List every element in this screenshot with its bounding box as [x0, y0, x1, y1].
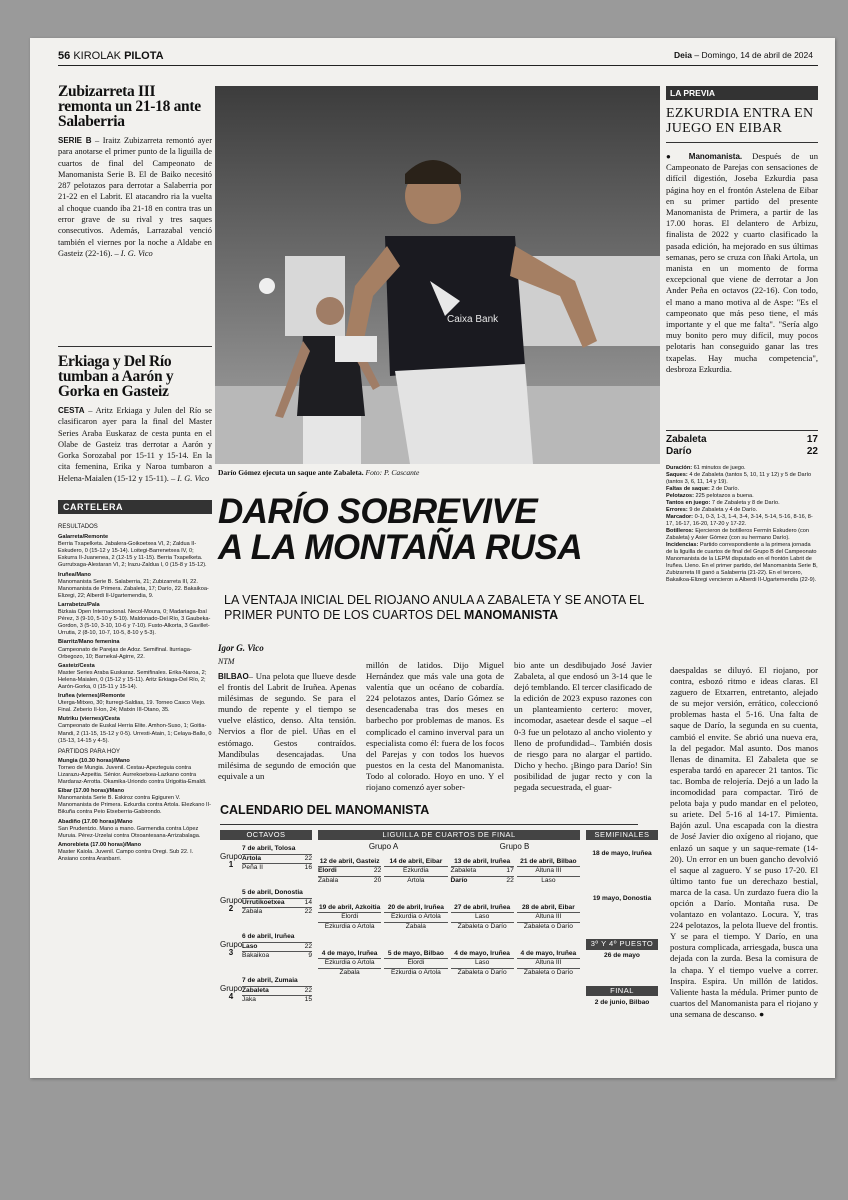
liguilla-match — [384, 858, 447, 898]
group-word: Grupo — [220, 940, 243, 950]
cartelera-item-text: Campeonato de Parejas de Adoz. Semifinal. Iturriaga-Orbegozo, 10; Barnekal-Agirre, 22. — [58, 646, 192, 660]
liguilla-rounds — [318, 858, 580, 990]
match-row — [318, 876, 381, 885]
semis-col — [586, 830, 658, 1008]
jersey-sponsor: Caixa Bank — [447, 314, 499, 325]
player-name: Ezkurdia o Artola — [390, 968, 441, 976]
brief-body — [58, 135, 212, 259]
cartelera-item-text: San Prudentzio. Mano a mano. Garmendia contra López Muruia. Pérez-Urzelai contra Otxoantesana-Arrizabalaga. — [58, 825, 201, 839]
player-score: 15 — [304, 996, 312, 1004]
stat-line — [666, 465, 818, 472]
preview-title: EZKURDIA ENTRA EN JUEGO EN EIBAR — [666, 106, 814, 136]
cartelera-item-text: Manomanista Serie B. Salaberria, 21; Zubizarreta III, 22. Manomanista de Primera. Zabaleta, 17; Darío, 22. Bakaikoa-Elizegi, 22; Alberdi II-Ugartemendia, 9. — [58, 578, 209, 599]
octavos-group — [220, 845, 312, 884]
round-row — [318, 950, 580, 990]
player-name: Zabala — [242, 908, 263, 916]
preview-tag: LA PREVIA — [666, 86, 818, 100]
cartelera-item — [58, 572, 212, 600]
author-org: NTM — [218, 657, 235, 666]
cartelera-item — [58, 663, 212, 691]
player-name: Ezkurdia o Artola — [324, 959, 375, 967]
stat-value: 61 minutos de juego. — [693, 465, 746, 471]
liguilla-match — [318, 950, 381, 990]
liguilla-match — [318, 858, 381, 898]
match-date: 13 de abril, Iruñea — [454, 857, 511, 865]
cartelera-item-text: Bizkaia Open Internacional. Necol-Moura, 0; Madariaga-Ibaí Pérez, 3 (9-10, 5-10 y 5-10). Maldonado-Del Río, 3 Gaubeka-Gordon, 3 (5-10, 3-10, 10-6 y 7-10). Fusto-Alkorta, 3 Gavillet-Urrutia, 2 (8-10, 10-7, 10-5, 8-10 y 5-3). — [58, 609, 211, 637]
player-name: Altuna III — [535, 913, 562, 921]
article-col-2: millón de latidos. Dijo Miguel Hernández que más vale una gota de valentía que un océano de cobardía. 224 pelotazos antes, Darío Gómez se desencadenaba tras dos meses en barbecho por problemas de manos. Es complicado el camino inverval para un especialista como él: fuera de los focos del Parejas y con todos los huevos puestos en la cesta del Manomanista. Todo al colorado. Hoyo en uno. Y el riojano comenzó ayer sober- — [366, 660, 504, 793]
match-row — [517, 876, 580, 885]
liguilla-match — [384, 950, 447, 990]
stat-line — [666, 493, 818, 500]
round-row — [318, 904, 580, 944]
match-row — [242, 907, 312, 916]
cartelera-item — [58, 788, 212, 816]
stat-line — [666, 507, 818, 514]
match-row — [318, 866, 381, 875]
stat-line — [666, 528, 818, 542]
cartelera-item-heading: Eibar (17.00 horas)/Mano — [58, 788, 125, 795]
stat-key: Saques: — [666, 472, 688, 478]
player-name: Zabala — [405, 922, 426, 930]
brief-kicker: SERIE B — [58, 136, 92, 145]
stat-key: Incidencias: — [666, 542, 699, 548]
octavos-bar: OCTAVOS — [220, 830, 312, 840]
photo-illustration — [215, 86, 660, 464]
page-number: 56 — [58, 50, 71, 62]
match-date: 4 de mayo, Iruñea — [454, 949, 510, 957]
match-row — [242, 995, 312, 1004]
player-name: Zabaleta o Darío — [457, 968, 507, 976]
player-points: 17 — [806, 434, 818, 445]
liguilla-match — [517, 904, 580, 944]
group-word: Grupo — [220, 896, 243, 906]
cartelera-item — [58, 758, 212, 786]
stat-key: Duración: — [666, 465, 693, 471]
cartelera-item-heading: Mungia (10.30 horas)/Mano — [58, 757, 130, 764]
stat-value: 0-1, 0-3, 1-3, 1-4, 3-4, 3-14, 5-14, 5-16, 8-16, 8-17, 16-17, 16-20, 17-20 y 17-22. — [666, 514, 813, 527]
cartelera-item-heading: Larrabetzu/Pala — [58, 601, 100, 608]
group-number: 4 — [228, 992, 234, 1002]
cartelera-item — [58, 716, 212, 744]
liguilla-match — [384, 904, 447, 944]
player-name: Elordi — [407, 959, 425, 967]
brief-text: – Aritz Erkiaga y Julen del Río se clasificaron ayer para la final del Master Series Araba Euskaraz de cesta punta en el Olabe de Gasteiz tras derrotar a Aarón y Gorka Sorozabal por 15-11 y 15-14. En la cita femenina, Erika y Naroa tumbaron a Helena-Maialen (15-12 y 15-11). — [58, 406, 212, 483]
player-name: Zabaleta — [666, 434, 707, 445]
group-b-label: Grupo B — [499, 842, 530, 852]
cartelera-item-text: Uterga-Mitxeo, 30; Iturregi-Saldias, 19. Torneo Casco Viejo. Final. Zeberio II-Ion, 24; Matxin III-Otano, 35. — [58, 700, 206, 714]
header-rule — [58, 65, 818, 66]
player-name: Darío — [666, 446, 692, 457]
newspaper-page — [30, 38, 835, 1078]
cartelera-item-heading: Iruñea/Mano — [58, 571, 91, 578]
match-row — [384, 876, 447, 885]
final-bar: FINAL — [586, 986, 658, 996]
brief-title: Zubizarreta III remonta un 21-18 ante Salaberria — [58, 83, 201, 130]
player-name: Ezkurdia o Artola — [390, 913, 441, 921]
player-name: Zabala — [318, 876, 339, 884]
match-row — [451, 866, 514, 875]
player-name: Laso — [474, 959, 490, 967]
cartelera-item-text: Manomanista Serie B. Eskiroz contra Egiguren V. Manomanista de Primera. Ezkurdia contra Artola. Elezkano II-Bikuña contra Peio Etxeberria-Gabirondo. — [58, 795, 211, 816]
group-label — [220, 977, 242, 1016]
player-name: Zabaleta o Darío — [523, 968, 573, 976]
group-word: Grupo — [220, 852, 243, 862]
player-score: 22 — [373, 867, 382, 875]
player-name: Laso — [474, 913, 490, 921]
player-name: Elordi — [341, 913, 359, 921]
author-name: Igor G. Vico — [218, 643, 264, 653]
match-row — [517, 866, 580, 875]
player-name: Zabaleta — [450, 867, 477, 875]
player-name: Urrutikoetxea — [242, 898, 285, 906]
preview-body: ● Manomanista. Después de un Campeonato de Parejas con sensaciones de difícil digestión, Joseba Ezkurdia pasa página hoy en el frontón Astelena de Eibar en su primer partido del presente Manomanista de Primera, a partir de las 17.00 horas. El delantero de Arbizu, finalista de 2022 y cuarto clasificado la pasada edición, ha mejorado en sus últimas semanas, pero se cruza con Iñaki Artola, un manista en un momento de forma excepcional que viene de derrotar a Jon Ander Peña en octavos (22-16). Con todo, el mano a mano motiva al de Aspe: "Es el campeonato que más peso tiene, el más importante y el que me falta". "Sería algo muy bonito pero muy difícil, muy pocos pelotaris han conseguido ganar las tres txapelas. Hay mucha competencia", desbroza Ezkurdia. — [666, 151, 818, 374]
group-number: 1 — [228, 860, 234, 870]
player-score: 22 — [506, 876, 514, 884]
match-stats — [666, 465, 818, 584]
calendar-title: CALENDARIO DEL MANOMANISTA — [220, 803, 430, 817]
paper-name: Deia — [674, 50, 693, 60]
match-date: 21 de abril, Bilbao — [520, 857, 577, 865]
player-name: Zabaleta — [242, 986, 269, 994]
brief-erkiaga — [58, 354, 212, 484]
cartelera-item-heading: Amorebieta (17.00 horas)/Mano — [58, 841, 141, 848]
match-row — [242, 951, 312, 960]
header-date: Deia – Domingo, 14 de abril de 2024 — [674, 50, 813, 60]
match-row — [451, 968, 514, 977]
match-date: 14 de abril, Eibar — [389, 857, 443, 865]
player-name: Ezkurdia o Artola — [324, 922, 375, 930]
liguilla-match — [318, 904, 381, 944]
player-score: 22 — [304, 854, 312, 862]
octavos-group — [220, 889, 312, 928]
stat-value: Partido correspondiente a la primera jornada de la liguilla de cuartos de final del Grupo B del Campeonato Manomanista de la LEPM disputado en el frontón Labrit de Iruñea. Lleno. En el primer partido, del Manomanista Serie B, Zubizarreta III ganó a Salaberria (21-22). En el tercero, Bakaikoa-Elizegi vencieron a Alberdi II-Ugartemendia (22-9). — [666, 542, 818, 583]
article-text-1: – Una pelota que llueve desde el frontis del Labrit de Iruñea. Apenas milésimas de segundo. Se para el mundo de repente y el tiempo se vuelve elástico, denso. Alta tensión. Nervios a flor de piel. Uñas en el estómago. Gestos contraídos. Mandíbulas desencajadas. Una milésima de segundo de emoción que equivale a un — [218, 671, 356, 781]
liguilla-bar: LIGUILLA DE CUARTOS DE FINAL — [318, 830, 580, 840]
group-a-label: Grupo A — [368, 842, 399, 852]
cartelera — [58, 500, 212, 865]
match-row — [242, 898, 312, 907]
stat-key: Tantos en juego: — [666, 500, 711, 506]
match-row — [318, 968, 381, 977]
player-name: Peña II — [242, 864, 263, 872]
brief-body — [58, 405, 212, 484]
final-date: 2 de junio, Bilbao — [594, 999, 650, 1007]
semi-2-date: 19 mayo, Donostia — [592, 894, 652, 902]
round-row — [318, 858, 580, 898]
match-date: 19 de abril, Azkoitia — [318, 903, 381, 911]
brief-title: Erkiaga y Del Río tumban a Aarón y Gorka en Gasteiz — [58, 353, 174, 400]
player-score: 9 — [308, 952, 312, 960]
page-header — [58, 50, 164, 62]
cartelera-item-text: Berria Txapelketa. Jabalera-Goikoetxea VI, 2; Zaldua II-Eskudero, 0 (15-12 y 15-14). Loitegi-Barrenetxea IV, 0; Eskurra II-Juanenea, 2 (12-15 y 11-15). Berria Txapelketa. Gurrutxaga-Alestaran VI, 2; Irazu-Zaldua I, 0 (15-8 y 15-12). — [58, 541, 207, 569]
headline-line-1: DARÍO SOBREVIVE — [218, 492, 538, 531]
match-row — [451, 958, 514, 967]
stat-value: 4 de Zabaleta (tantos 5, 10, 11 y 12) y 5 de Darío (tantos 3, 6, 11, 14 y 19). — [666, 472, 812, 485]
octavos-match — [242, 889, 312, 928]
player-score: 22 — [304, 942, 312, 950]
player-name: Zabaleta o Darío — [523, 922, 573, 930]
match-date: 4 de mayo, Iruñea — [520, 949, 577, 957]
divider — [58, 346, 212, 347]
main-headline — [218, 494, 582, 566]
third-place-date: 26 de mayo — [604, 951, 640, 959]
group-number: 2 — [228, 904, 234, 914]
match-row — [517, 912, 580, 921]
results-items — [58, 534, 212, 745]
liguilla-col — [318, 830, 580, 990]
cartelera-item-text: Master Kaiola. Juvenil. Campo contra Oregi. Sub 22. I. Ansiano contra Aranbarri. — [58, 848, 194, 863]
match-date: 27 de abril, Iruñea — [454, 903, 511, 911]
match-date: 5 de abril, Donostia — [242, 889, 303, 897]
group-label — [220, 845, 242, 884]
group-word: Grupo — [220, 984, 243, 994]
group-label — [220, 889, 242, 928]
brief-signature: – I. G. Vico — [170, 473, 210, 483]
cartelera-item — [58, 639, 212, 660]
liguilla-match — [451, 858, 514, 898]
player-name: Zabaleta o Darío — [457, 922, 507, 930]
match-row — [318, 922, 381, 931]
cartelera-title: CARTELERA — [58, 500, 212, 514]
subheadline — [224, 593, 654, 623]
preview-box — [666, 86, 818, 375]
group-labels — [318, 843, 580, 851]
match-row — [451, 912, 514, 921]
liguilla-match — [451, 904, 514, 944]
stat-line — [666, 514, 818, 528]
player-name: Laso — [242, 942, 258, 950]
date-text: Domingo, 14 de abril de 2024 — [701, 50, 813, 60]
article-col-3: bio ante un desdibujado José Javier Zabaleta, al que endosó un 3-14 que le dejó temblando. El tercer clasificado de la edición de 2023 expuso razones con un planteamiento certero: mover, incomodar, asaetear desde el saque –el 0-3 fue un pelotazo al ancho violento y lleno de profundidad–. También dosis de riesgo para no alargar el partido. Dicho y hecho. ¡Bingo para Darío! Sin posibilidad de jugar recto y con la pegada secuestrada, el guar- — [514, 660, 652, 793]
match-date: 7 de abril, Zumaia — [242, 977, 298, 985]
cartelera-item — [58, 602, 212, 637]
brief-signature: – I. G. Vico — [114, 248, 153, 258]
player-name: Artola — [407, 876, 425, 884]
photo-credit: Foto: P. Cascante — [365, 468, 420, 477]
stat-key: Errores: — [666, 507, 688, 513]
stat-value: 7 de Zabaleta y 8 de Darío. — [711, 500, 780, 506]
cartelera-list — [58, 524, 212, 863]
player-name: Elordi — [318, 867, 337, 875]
cartelera-item — [58, 819, 212, 840]
match-date: 12 de abril, Gasteiz — [319, 857, 380, 865]
liguilla-match — [517, 858, 580, 898]
stat-line — [666, 500, 818, 507]
stat-line — [666, 486, 818, 493]
third-place-bar: 3º Y 4º PUESTO — [586, 939, 658, 949]
player-name: Altuna III — [535, 959, 562, 967]
divider — [666, 142, 818, 143]
player-score: 16 — [304, 864, 312, 872]
cartelera-item — [58, 842, 212, 863]
subsection-name: PILOTA — [124, 50, 164, 62]
cartelera-item-heading: Biarritz/Mano femenina — [58, 639, 120, 646]
player-name: Jaka — [242, 996, 256, 1004]
divider — [666, 430, 818, 431]
stat-value: Ejercieron de botilleros Fermín Eskudero (con Zabaleta) y Asier Gómez (con su hermano Darío). — [666, 528, 810, 541]
today-label: PARTIDOS PARA HOY — [58, 748, 121, 755]
score-row-1 — [666, 434, 818, 446]
match-date: 6 de abril, Iruñea — [242, 933, 295, 941]
match-date: 28 de abril, Eibar — [521, 903, 575, 911]
player-name: Bakaikoa — [242, 952, 270, 960]
match-row — [384, 922, 447, 931]
cartelera-item-heading: Mutriku (viernes)/Cesta — [58, 716, 120, 723]
match-date: 7 de abril, Tolosa — [242, 845, 296, 853]
match-row — [451, 876, 514, 885]
caption-text: Darío Gómez ejecuta un saque ante Zabaleta. — [218, 468, 364, 477]
player-name: Darío — [450, 876, 468, 884]
stat-value: 2 de Darío. — [711, 486, 740, 492]
stat-value: 225 pelotazos a buena. — [695, 493, 754, 499]
score-row-2 — [666, 446, 818, 458]
results-label: RESULTADOS — [58, 524, 98, 530]
match-photo — [215, 86, 660, 464]
player-score: 17 — [506, 867, 514, 875]
match-row — [384, 968, 447, 977]
stat-key: Faltas de saque: — [666, 486, 710, 492]
today-items — [58, 758, 212, 863]
player-points: 22 — [806, 446, 818, 457]
octavos-group — [220, 933, 312, 972]
octavos-match — [242, 933, 312, 972]
match-row — [242, 942, 312, 951]
preview-kicker: Manomanista. — [688, 152, 743, 161]
stat-value: 9 de Zabaleta y 4 de Darío. — [689, 507, 758, 513]
cartelera-item-heading: Iruñea (viernes)/Remonte — [58, 693, 126, 700]
brief-kicker: CESTA — [58, 406, 85, 415]
player-score: 20 — [373, 876, 382, 884]
article-col-4: daespaldas se diluyó. El riojano, por contra, esbozó ritmo e ideas claras. El zaguero de Etxarren, entretanto, alejado de su mejor versión, errático, coleccionó problemas hasta el 5-16. Una falta de saque de Darío, la segunda en su cuenta, cambió el envite. Se abrió una nueva era, la del pegador. Mal asunto. Dos manos llenas de dinamita. El Zabaleta que se esperaba tardó en aparecer 21 tantos. Tic tac. Bomba de relojería. Dejó a un lado la incomodidad para compactar. Tiró de pelota baja y pudo mandar en el peloteo, su ariete. Del 5-16 al 14-17. Pimienta. Bajón azul. Una escapada con la diestra de José Javier dio oxígeno al riojano, que enlazó un saque y un saque-remate (14-20). Un error en un buen gancho devolvió el saque al zaguero. Y se puso 17-20. El último tanto fue un derechazo bestial, marca de la casa. Un zurdazo fuera dio la opción a Darío. Montaña rusa. De volantazo en volantazo. Locura. Y, tras 224 pelotazos, la pelota llueve del frontis. Y se para el tiempo. Y Darío, en una postura complicada, arriesgada, busca una dejada con la zurda. Besa la comisura de la chapa. Y el tiempo vuelve a correr. Inspira. Espira. Un millón de latidos. Valiente hasta la médula. Primer punto de cuartos del Manomanista para el riojano y una semana de descanso. ● — [670, 665, 818, 1019]
cartelera-item-text: Torneo de Mungia. Juvenil. Cestau-Apezteguia contra Lizarazu-Azpeitia. Sénior. Aurrekoetxea-Lazkano contra Mardaraz-Arrotta. Okamika-Uriondo contra Urigoitia-Emaldi. — [58, 764, 207, 786]
player-name: Artola — [242, 854, 262, 862]
match-row — [517, 922, 580, 931]
headline-line-2: A LA MONTAÑA RUSA — [218, 528, 583, 567]
cartelera-item-heading: Galarreta/Remonte — [58, 534, 109, 541]
stat-line — [666, 542, 818, 584]
match-row — [451, 922, 514, 931]
match-row — [318, 958, 381, 967]
player-name: Altuna III — [535, 867, 562, 875]
cartelera-item-text: Master Series Araba Euskaraz. Semifinales. Erika-Naroa, 2; Helena-Maialen, 0 (15-12 y 15-11). Aritz Erkiaga-Del Río, 2; Aarón-Gorka, 0 (15-11 y 15-14). — [58, 669, 207, 690]
stat-key: Marcador: — [666, 514, 694, 520]
cartelera-item-text: Campeonato de Euskal Herria Elite. Amhon-Suso, 1; Goitia-Mandi, 2 (11-15, 15-12 y 0-5). Urresti-Atain, 1; Celaya-Ballo, 0 (15-13, 14-15 y 4-5). — [58, 723, 212, 744]
subheadline-bold: MANOMANISTA — [463, 608, 559, 622]
player-name: Zabala — [339, 968, 360, 976]
octavos-list — [220, 845, 312, 1016]
match-row — [517, 968, 580, 977]
player-score: 14 — [304, 898, 312, 906]
article-col-1 — [218, 671, 356, 782]
match-date: 4 de mayo, Iruñea — [321, 949, 378, 957]
cartelera-item — [58, 534, 212, 569]
match-row — [384, 958, 447, 967]
player-score: 22 — [304, 908, 312, 916]
match-row — [318, 912, 381, 921]
match-row — [384, 866, 447, 875]
match-row — [517, 958, 580, 967]
stat-key: Botilleros: — [666, 528, 694, 534]
match-row — [242, 986, 312, 995]
group-label — [220, 933, 242, 972]
liguilla-match — [517, 950, 580, 990]
liguilla-match — [451, 950, 514, 990]
match-row — [242, 863, 312, 872]
match-row — [242, 854, 312, 863]
semis-bar: SEMIFINALES — [586, 830, 658, 840]
brief-zubizarreta — [58, 84, 212, 259]
preview-text: Después de un Campeonato de Parejas con sensaciones de difícil digestión, Joseba Ezkurdia pasa página hoy en el frontón Astelena de Eibar en su primer partido del presente Manomanista de Primera, a partir de las 17.00 horas. El delantero de Arbizu, finalista de 2022 y cuarto clasificado la pasada edición, ha mejorado en sus últimas semanas, pero se cruza con Iñaki Artola, un manista en un momento de forma excepcional que viene de derrotar a Jon Ander Peña en octavos (22-16). Con todo, el mano a mano motiva al de Aspe: "Es el campeonato que más peso tiene, el más importante y el que me falta". "Sería algo muy bonito pero muy difícil, muy pocos pelotaris han conseguido ganar las tres txapelas. Hay mucha competencia", desbroza Ezkurdia. — [666, 151, 818, 374]
octavos-group — [220, 977, 312, 1016]
match-date: 5 de mayo, Bilbao — [387, 949, 444, 957]
divider — [220, 824, 638, 825]
match-date: 20 de abril, Iruñea — [387, 903, 444, 911]
brief-text: – Iraitz Zubizarreta remontó ayer para anotarse el primer punto de la liguilla de cuartos de final del Campeonato de Manomanista Serie B. El de Baiko necesitó 287 pelotazos para derrotar a Salaberria por 21-22 en el Labrit. El atacandro ria la vuelta al choque cuando iba 21-18 en contra tras un error grave de su rival y tres saques consecutivos. Además, Larrazabal venció también el viernes por la noche a Aldabe en Gasteiz (22-16). — [58, 136, 213, 258]
cartelera-item — [58, 693, 212, 714]
octavos-match — [242, 845, 312, 884]
stat-key: Pelotazos: — [666, 493, 694, 499]
photo-caption — [218, 468, 419, 477]
subheadline-text: LA VENTAJA INICIAL DEL RIOJANO ANULA A ZABALETA Y SE ANOTA EL PRIMER PUNTO DE LOS CUARTOS DEL — [224, 593, 644, 622]
player-name: Laso — [541, 876, 556, 884]
section-name: KIROLAK — [73, 50, 121, 62]
player-score: 22 — [304, 986, 312, 994]
semi-1-date: 18 de mayo, Iruñea — [592, 850, 652, 858]
match-row — [384, 912, 447, 921]
octavos-col — [220, 830, 312, 1016]
player-name: Ezkurdia — [403, 867, 429, 875]
stat-line — [666, 472, 818, 486]
octavos-match — [242, 977, 312, 1016]
cartelera-item-heading: Abadiño (17.00 horas)/Mano — [58, 818, 133, 825]
scoreboard — [666, 430, 818, 584]
group-number: 3 — [228, 948, 234, 958]
article-kicker: BILBAO — [218, 672, 249, 681]
cartelera-item-heading: Gasteiz/Cesta — [58, 662, 95, 669]
